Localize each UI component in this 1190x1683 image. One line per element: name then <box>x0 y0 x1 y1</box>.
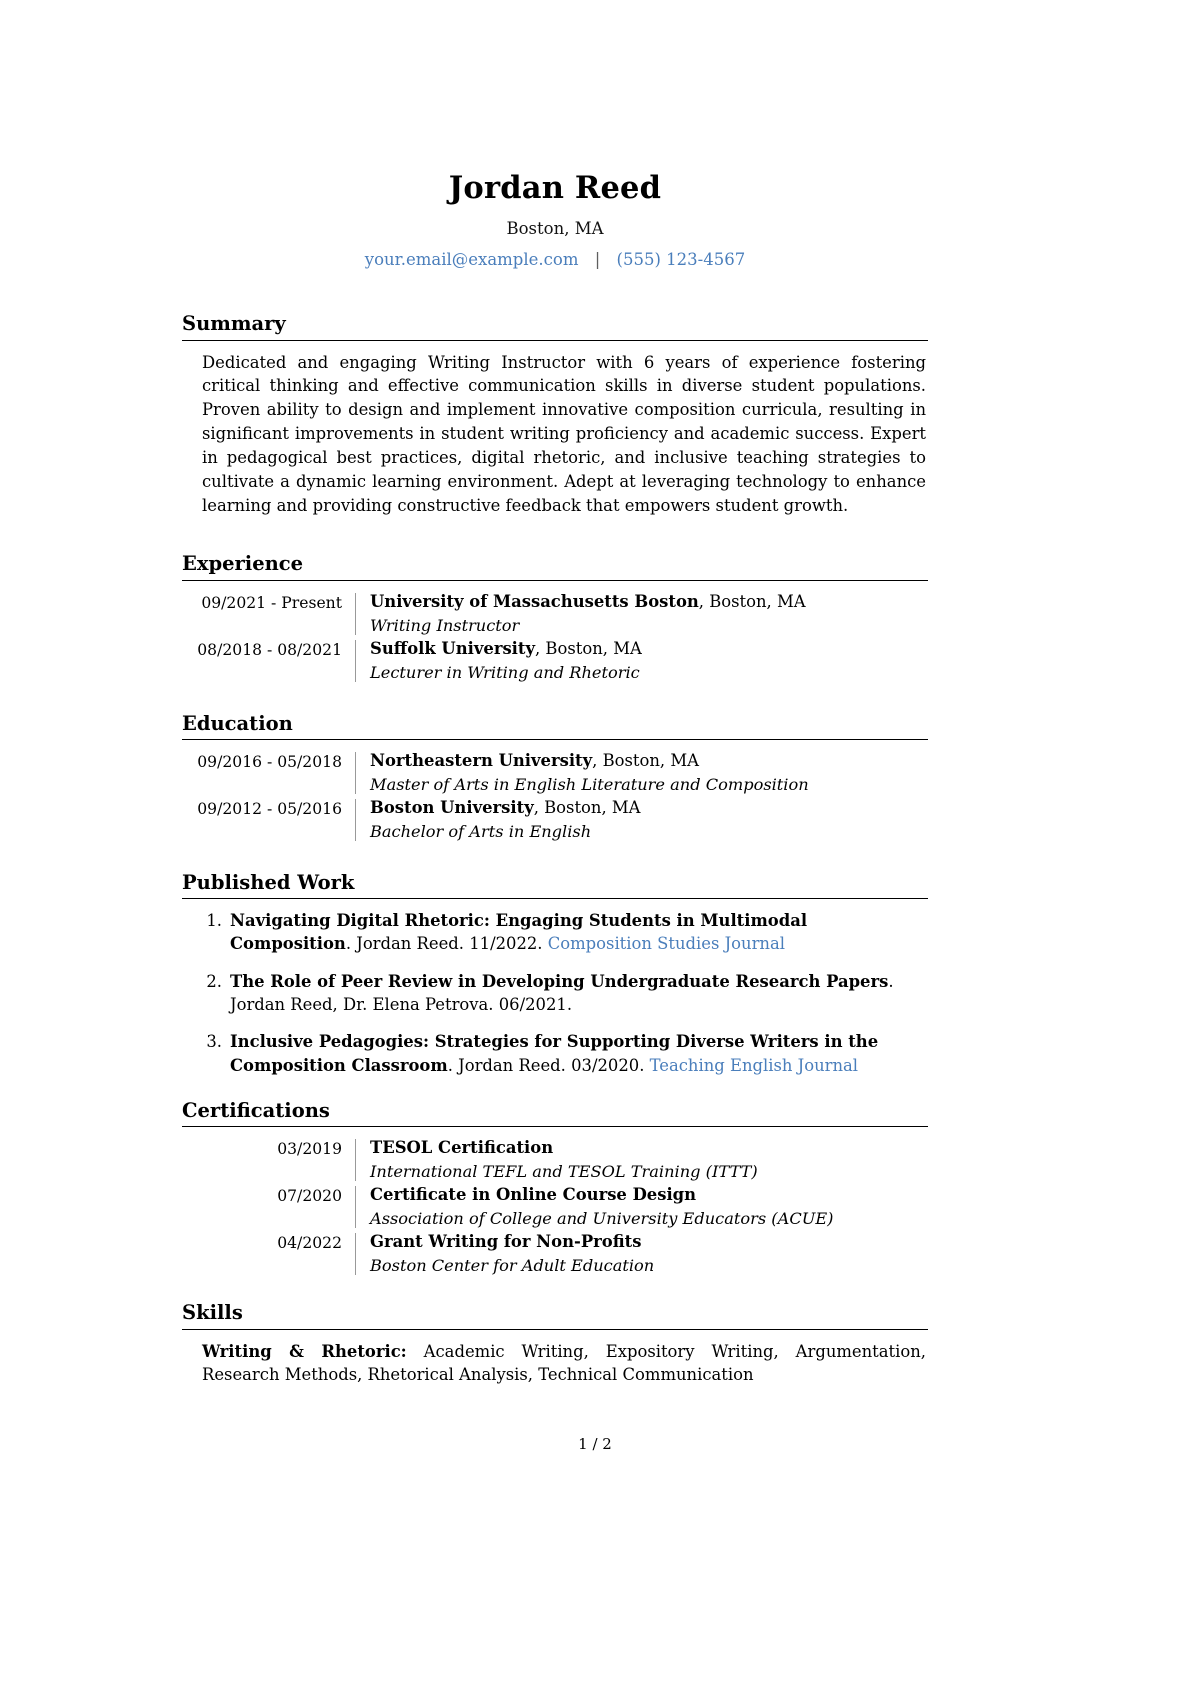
entry-date: 08/2018 - 08/2021 <box>197 640 342 659</box>
entry-location: , Boston, MA <box>698 591 806 611</box>
entry-organization: Boston University <box>370 797 534 817</box>
publication-list <box>182 909 928 1077</box>
entry-heading <box>370 1231 928 1254</box>
entry-body <box>356 750 928 796</box>
entry-body <box>356 1184 928 1230</box>
education-entry <box>192 797 928 843</box>
entry-degree: Master of Arts in English Literature and Composition <box>370 774 809 794</box>
publication-text <box>230 1030 928 1077</box>
entry-date: 09/2016 - 05/2018 <box>197 752 342 771</box>
section-education <box>182 712 928 843</box>
publication-number: 2. <box>206 971 222 991</box>
section-title-certifications: Certifications <box>182 1098 330 1122</box>
publication-meta: . Jordan Reed. 03/2020. <box>447 1055 650 1075</box>
header-contact <box>182 250 928 270</box>
entry-date: 07/2020 <box>277 1187 342 1206</box>
section-title-published-work: Published Work <box>182 870 355 894</box>
publication-item <box>204 1030 928 1077</box>
section-certifications <box>182 1099 928 1277</box>
section-rule <box>182 739 928 740</box>
entry-date: 03/2019 <box>277 1140 342 1159</box>
resume-content <box>182 0 928 1387</box>
page-indicator: 1 / 2 <box>578 1435 612 1453</box>
header-location: Boston, MA <box>506 218 604 238</box>
resume-header <box>182 0 928 270</box>
section-title-experience: Experience <box>182 552 304 576</box>
section-rule <box>182 1329 928 1330</box>
publication-title: The Role of Peer Review in Developing Undergraduate Research Papers <box>230 971 889 991</box>
entry-heading <box>370 591 928 614</box>
summary-text: Dedicated and engaging Writing Instructor with 6 years of experience fostering critical thinking and effective communication skills in diverse student populations. Proven ability to design and implement innovative composition curricula, resulting in significant improvements in student writing proficiency and academic success. Expert in pedagogical best practices, digital rhetoric, and inclusive teaching strategies to cultivate a dynamic learning environment. Adept at leveraging technology to enhance learning and providing constructive feedback that empowers student growth. <box>202 352 926 516</box>
entry-body <box>356 1231 928 1277</box>
phone-link[interactable]: (555) 123-4567 <box>616 250 746 270</box>
section-rule <box>182 898 928 899</box>
entry-location: , Boston, MA <box>535 638 642 658</box>
section-skills <box>182 1301 928 1387</box>
entry-organization: Northeastern University <box>370 750 593 770</box>
page-footer <box>0 1435 1190 1453</box>
section-summary <box>182 312 928 518</box>
section-rule <box>182 1126 928 1127</box>
entry-organization: University of Massachusetts Boston <box>370 591 699 611</box>
entry-location: , Boston, MA <box>533 797 641 817</box>
entry-heading <box>370 797 928 820</box>
contact-separator: | <box>594 250 601 270</box>
entry-body <box>356 1137 928 1183</box>
entry-degree: Bachelor of Arts in English <box>370 821 592 841</box>
publication-meta: . Jordan Reed. 11/2022. <box>345 934 548 954</box>
section-title-education: Education <box>182 711 293 735</box>
section-rule <box>182 580 928 581</box>
education-entries <box>182 750 928 843</box>
entry-body <box>356 591 928 637</box>
certification-entry <box>192 1184 928 1230</box>
section-rule <box>182 340 928 341</box>
publication-number: 3. <box>206 1032 222 1052</box>
publication-item <box>204 909 928 956</box>
entry-organization: Suffolk University <box>370 638 536 658</box>
summary-block <box>182 351 928 519</box>
entry-issuer: International TEFL and TESOL Training (ITTT) <box>370 1162 758 1182</box>
entry-heading <box>370 1137 928 1160</box>
skill-category: Writing & Rhetoric: <box>202 1341 407 1361</box>
skill-values: Academic Writing, Expository Writing, Argumentation, Research Methods, Rhetorical Analysis, Technical Communication <box>202 1341 926 1385</box>
publication-text <box>230 970 928 1017</box>
publication-meta: . Jordan Reed, Dr. Elena Petrova. 06/2021. <box>230 971 894 1015</box>
section-experience <box>182 552 928 683</box>
experience-entry <box>192 638 928 684</box>
entry-body <box>356 638 928 684</box>
entry-organization: Certificate in Online Course Design <box>370 1185 697 1205</box>
entry-heading <box>370 1184 928 1207</box>
entry-date: 04/2022 <box>277 1234 342 1253</box>
entry-organization: TESOL Certification <box>370 1138 554 1158</box>
entry-issuer: Association of College and University Educators (ACUE) <box>370 1209 834 1229</box>
entry-role: Lecturer in Writing and Rhetoric <box>370 662 640 682</box>
publication-item <box>204 970 928 1017</box>
experience-entries <box>182 591 928 684</box>
entry-organization: Grant Writing for Non-Profits <box>370 1232 642 1252</box>
publication-journal-link[interactable]: Composition Studies Journal <box>547 934 785 954</box>
entry-heading <box>370 750 928 773</box>
education-entry <box>192 750 928 796</box>
entry-body <box>356 797 928 843</box>
section-title-skills: Skills <box>182 1301 243 1325</box>
email-link[interactable]: your.email@example.com <box>364 250 579 270</box>
experience-entry <box>192 591 928 637</box>
certification-entry <box>192 1137 928 1183</box>
publication-title: Navigating Digital Rhetoric: Engaging Students in Multimodal Composition <box>230 911 808 954</box>
entry-date: 09/2012 - 05/2016 <box>197 799 342 818</box>
publication-number: 1. <box>206 911 222 931</box>
publication-text <box>230 909 928 956</box>
skills-block <box>182 1340 928 1388</box>
certification-entries <box>182 1137 928 1277</box>
entry-location: , Boston, MA <box>592 750 699 770</box>
section-title-summary: Summary <box>182 312 286 336</box>
section-published-work <box>182 871 928 1077</box>
publication-journal-link[interactable]: Teaching English Journal <box>649 1055 859 1075</box>
certification-entry <box>192 1231 928 1277</box>
entry-role: Writing Instructor <box>370 615 520 635</box>
page-title: Jordan Reed <box>448 170 662 206</box>
entry-heading <box>370 638 928 661</box>
entry-issuer: Boston Center for Adult Education <box>370 1256 655 1276</box>
entry-date: 09/2021 - Present <box>201 593 342 612</box>
publication-title: Inclusive Pedagogies: Strategies for Supporting Diverse Writers in the Composition Classroom <box>230 1032 879 1075</box>
skill-row <box>202 1340 926 1388</box>
